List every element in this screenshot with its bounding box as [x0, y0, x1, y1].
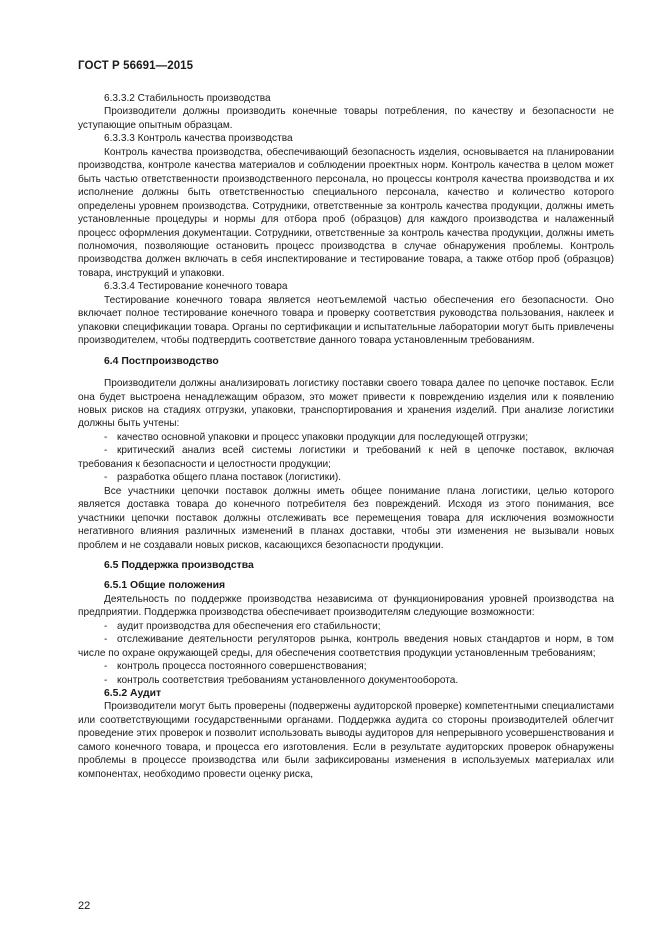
- list-dash: -: [104, 431, 108, 443]
- paragraph: Производители должны анализировать логистику поставки своего товара далее по цепочке поставок. Если она будет выстроена ненадлежащим образом, это может привести к повреждению изделия или к появлению новых рисков на стадиях отгрузки, упаковки, транспортирования и хранения изделий. При анализе логистики должны быть учтены:: [78, 378, 614, 430]
- section-heading: 6.5.1 Общие положения: [104, 580, 226, 592]
- list-dash: -: [104, 472, 108, 484]
- list-item: [78, 444, 614, 471]
- list-dash: -: [104, 620, 108, 632]
- list-item: [78, 431, 614, 444]
- list-dash: -: [104, 674, 108, 686]
- list-dash: -: [104, 445, 108, 457]
- list-item-text: разработка общего плана поставок (логистики).: [117, 472, 342, 484]
- section-heading: 6.5.2 Аудит: [104, 688, 162, 700]
- list-dash: -: [104, 661, 108, 673]
- list-item-text: качество основной упаковки и процесс упаковки продукции для последующей отгрузки;: [117, 431, 529, 443]
- section-heading: 6.4 Постпроизводство: [104, 355, 219, 367]
- page-number: 22: [78, 900, 91, 912]
- document-body: [78, 92, 614, 781]
- subsection-heading: 6.3.3.2 Стабильность производства: [104, 93, 271, 104]
- paragraph: Все участники цепочки поставок должны иметь общее понимание плана логистики, целью которого является доставка товара до конечного потребителя без повреждений. Исходя из этого понимания, все участники цепочки поставок должны отслеживать все перемещения товара для исключения возможности негативного влияния различных изменений в планах доставки, чтобы эти изменения не вызывали новых проблем и не создавали новых рисков, касающихся безопасности продукции.: [78, 485, 614, 551]
- subsection-heading: 6.3.3.4 Тестирование конечного товара: [104, 281, 288, 293]
- list-item-text: контроль соответствия требованиям установленного документооборота.: [117, 674, 459, 686]
- paragraph: Производители могут быть проверены (подвержены аудиторской проверке) компетентными специалистами или соответствующими государственными органами. Поддержка аудита со стороны производителей облегчит проведение этих проверок и позволит использовать выводы аудиторов для непрерывного усовершенствования и самого конечного товара, и процесса его изготовления. Если в результате аудиторских проверок обнаружены проблемы в процессе производства или были зафиксированы изменения в используемых материалах или компонентах, необходимо провести оценку риска,: [78, 701, 614, 780]
- list-item: [78, 620, 614, 633]
- section-heading: 6.5 Поддержка производства: [104, 559, 254, 571]
- list-item-text: аудит производства для обеспечения его стабильности;: [117, 620, 381, 632]
- paragraph: Деятельность по поддержке производства независима от функционирования уровней производства на предприятии. Поддержка производства обеспечивает производителям следующие возможности:: [78, 593, 614, 619]
- document-header: ГОСТ Р 56691—2015: [78, 60, 194, 72]
- list-item: [78, 471, 614, 484]
- list-item-text: критический анализ всей системы логистики и требований к ней в цепочке поставок, включая требования к безопасности и целостности продукции;: [78, 445, 614, 470]
- paragraph: Контроль качества производства, обеспечивающий безопасность изделия, основывается на планировании производства, контроле качества материалов и соблюдении проектных норм. Контроль качества в целом может быть частью ответственности производственного персонала, но процессы контроля качества производства и их исполнение должны быть ответственностью специального персонала, качество и количество которого определены уровнем производства. Сотрудники, ответственные за контроль качества продукции, должны иметь установленные процедуры и нормы для отбора проб (образцов) для каждого производства и налаженный процесс оформления документации. Сотрудники, ответственные за контроль качества продукции, должны иметь полномочия, позволяющие остановить процесс производства в случае обнаружения проблемы. Контроль производства должен включать в себя инспектирование и тестирование товара, а также отбор проб (образцов) товара, инструкций и упаковки.: [78, 146, 614, 279]
- paragraph: Производители должны производить конечные товары потребления, по качеству и безопасности не уступающие опытным образцам.: [78, 106, 614, 131]
- paragraph: Тестирование конечного товара является неотъемлемой частью обеспечения его безопасности. Оно включает полное тестирование конечного товара и проверку соответствия руководства пользования, наклеек и упаковки спецификации товара. Органы по сертификации и испытательные лаборатории могут быть привлечены производителем, чтобы подтвердить соответствие данного товара установленным требованиям.: [78, 294, 614, 347]
- subsection-heading: 6.3.3.3 Контроль качества производства: [104, 133, 293, 145]
- list-dash: -: [104, 634, 108, 646]
- list-item: [78, 660, 614, 673]
- list-item-text: отслеживание деятельности регуляторов рынка, контроль введения новых стандартов и норм, в том числе по охране окружающей среды, для обеспечения соответствия продукции установленным требованиям;: [78, 634, 614, 659]
- list-item: [78, 633, 614, 660]
- list-item: [78, 674, 614, 687]
- list-item-text: контроль процесса постоянного совершенствования;: [117, 661, 367, 673]
